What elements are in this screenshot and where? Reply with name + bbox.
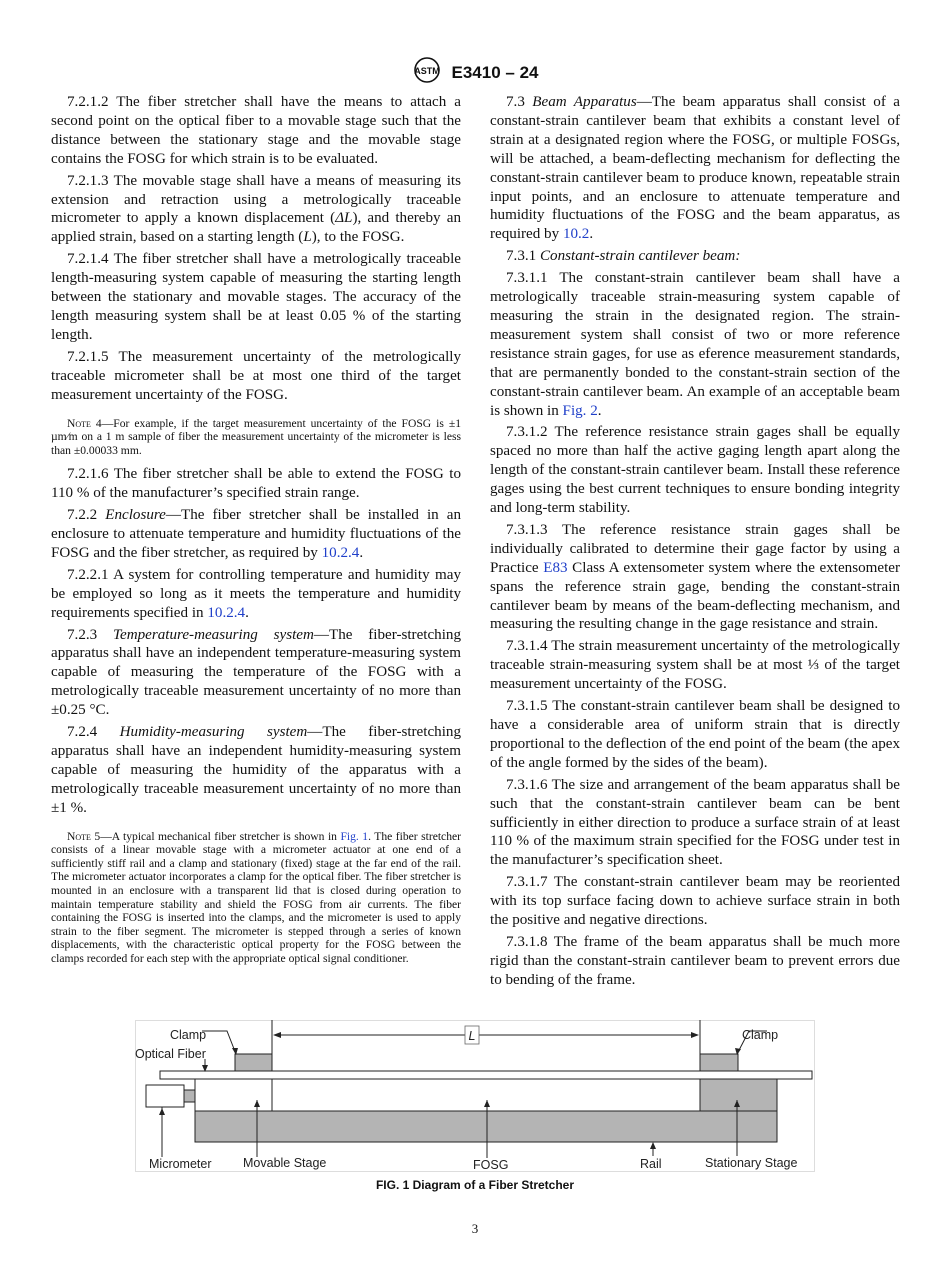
astm-logo-text: ASTM <box>413 66 440 76</box>
para-7-3: 7.3 Beam Apparatus—The beam apparatus shall consist of a constant-strain cantilever beam that exhibits a constant level of strain at a designated region where the FOSG, or multiple FOSGs, will be attached, a beam-deflecting mechanism for deflecting the constant-strain cantilever beam to produce known, repeatable strain input points, and an enclosure to attenuate temperature and humidity fluctuations of the FOSG and the beam apparatus, as required by 10.2. <box>490 94 900 243</box>
page-number: 3 <box>471 1221 479 1236</box>
clamp-right <box>700 1054 738 1071</box>
note-5: Note 5—A typical mechanical fiber stretcher is shown in Fig. 1. The fiber stretcher consists of a linear movable stage with a micrometer actuator at one end of a sufficiently stiff rail and a clamp and stationary (fixed) stage at the far end of the rail. The micrometer actuator incorporates a clamp for the optical fiber. The fiber stretcher is mounted in an enclosure with a transparent lid that is closed during operation to maintain temperature stability and shield the FOSG from air currents. The fiber containing the FOSG is inserted into the clamps, and the micrometer is used to apply strain to the fiber segment. The micrometer is stepped through a series of known displacements, with the characteristic optical property for the FOSG between the clamps recorded for each step with the appropriate optical signal conditioner. <box>51 829 462 965</box>
label-clamp-left: Clamp <box>170 1028 207 1042</box>
para-7-2-1-2: 7.2.1.2 The fiber stretcher shall have the means to attach a second point on the optical fiber to a movable stage such that the distance between the stationary stage and the movable stage contains the FOSG for which strain is to be evaluated. <box>51 94 461 167</box>
note-4: Note 4—For example, if the target measurement uncertainty of the FOSG is ±1 µm⁄m on a 1 m sample of fiber the measurement uncertainty of the micrometer is less than ±0.00033 mm. <box>51 416 461 457</box>
label-optical-fiber: Optical Fiber <box>135 1047 206 1061</box>
para-7-3-1-5: 7.3.1.5 The constant-strain cantilever beam shall be designed to have a considerable area of uniform strain that is directly proportional to the deflection of the end point of the beam (the apex of the angle formed by the sides of the beam). <box>490 698 900 771</box>
para-7-3-1-2: 7.3.1.2 The reference resistance strain gages shall be equally spaced no more than half the active gaging length apart along the length of the constant-strain cantilever beam. Install these reference gages using the best current techniques to ensure bonding integrity and long-term stability. <box>490 424 900 517</box>
link-10-2-4[interactable]: 10.2.4 <box>207 604 246 621</box>
astm-logo-icon <box>412 57 442 88</box>
para-7-3-1-1: 7.3.1.1 The constant-strain cantilever beam shall have a metrologically traceable strain-measuring system capable of measuring the strain in the designated region. The strain-measurement system shall consist of two or more reference resistance strain gages, for use as eference measurement standards, that are permanently bonded to the constant-strain section of the constant-strain cantilever beam. An example of an acceptable beam is shown in Fig. 2. <box>490 270 900 419</box>
para-7-3-1: 7.3.1 Constant-strain cantilever beam: <box>506 248 741 265</box>
label-rail: Rail <box>640 1157 662 1171</box>
page-header <box>0 57 950 88</box>
para-7-3-1-8: 7.3.1.8 The frame of the beam apparatus shall be much more rigid than the constant-strain cantilever beam to prevent errors due to bending of the frame. <box>490 933 900 988</box>
para-7-2-2-1: 7.2.2.1 A system for controlling temperature and humidity may be employed so long as it meets the temperature and humidity requirements specified in 10.2.4. <box>51 566 461 621</box>
note-4-label: Note 4 <box>67 416 102 430</box>
link-10-2[interactable]: 10.2 <box>562 226 590 243</box>
para-7-2-1-4: 7.2.1.4 The fiber stretcher shall have a metrologically traceable length-measuring system capable of measuring the starting length between the stationary and movable stages. The accuracy of the length measuring system shall be at least 0.05 % of the starting length. <box>51 251 461 343</box>
right-column <box>490 93 900 993</box>
micrometer-spindle <box>184 1090 195 1102</box>
para-7-3-1-3: 7.3.1.3 The reference resistance strain gages shall be individually calibrated to determine their gage factor by using a Practice E83 Class A extensometer system where the extensometer spans the reference strain gage, bending the constant-strain cantilever beam by means of the beam-deflecting mechanism, and measuring the resulting change in the gage resistance and strain. <box>490 521 900 633</box>
document-id: E3410 – 24 <box>451 62 539 82</box>
label-movable-stage: Movable Stage <box>243 1156 327 1170</box>
para-7-2-4: 7.2.4 Humidity-measuring system—The fiber-stretching apparatus shall have an independent humidity-measuring system capable of measuring the humidity of the apparatus with a metrologically traceable measurement uncertainty of no more than ±1 %. <box>51 724 461 816</box>
link-10-2-4[interactable]: 10.2.4 <box>321 544 360 561</box>
para-7-2-3: 7.2.3 Temperature-measuring system—The fiber-stretching apparatus shall have an independent temperature-measuring system capable of measuring the temperature of the FOSG with a metrologically traceable measurement uncertainty of no more than ±0.25 °C. <box>51 626 461 719</box>
length-label: L <box>468 1029 476 1043</box>
micrometer-body <box>146 1085 184 1107</box>
para-7-2-1-3: 7.2.1.3 The movable stage shall have a means of measuring its extension and retraction using a metrologically traceable micrometer to apply a known displacement (ΔL), and thereby an applied strain, based on a starting length (L), to the FOSG. <box>51 172 461 246</box>
para-7-2-2: 7.2.2 Enclosure—The fiber stretcher shall be installed in an enclosure to attenuate temperature and humidity fluctuations of the FOSG and the fiber stretcher, as required by 10.2.4. <box>51 507 461 561</box>
left-column <box>51 93 461 974</box>
para-7-3-1-6: 7.3.1.6 The size and arrangement of the beam apparatus shall be such that the constant-strain cantilever beam can be bent sufficiently in either direction to produce a surface strain of at least 110 % of the maximum strain specified for the FOSG under test in the manufacturer’s specification sheet. <box>490 776 900 869</box>
link-e83[interactable]: E83 <box>543 559 568 576</box>
para-7-2-1-6: 7.2.1.6 The fiber stretcher shall be able to extend the FOSG to 110 % of the manufacturer’s specified strain range. <box>51 466 461 502</box>
rail <box>195 1111 777 1142</box>
figure-1-caption: FIG. 1 Diagram of a Fiber Stretcher <box>375 1178 575 1192</box>
para-7-3-1-4: 7.3.1.4 The strain measurement uncertainty of the metrologically traceable strain-measuring system shall be at most ⅓ of the target measurement uncertainty of the FOSG. <box>490 638 900 693</box>
optical-fiber <box>160 1071 812 1079</box>
para-7-2-1-5: 7.2.1.5 The measurement uncertainty of the metrologically traceable micrometer shall be at most one third of the target measurement uncertainty of the FOSG. <box>51 348 461 403</box>
para-7-3-1-7: 7.3.1.7 The constant-strain cantilever beam may be reoriented with its top surface facing down to achieve surface strain in both the positive and negative directions. <box>490 874 900 929</box>
figure-1-diagram <box>135 1020 815 1172</box>
label-micrometer: Micrometer <box>149 1157 212 1171</box>
label-stationary-stage: Stationary Stage <box>705 1156 798 1170</box>
link-fig-2[interactable]: Fig. 2 <box>562 402 598 419</box>
note-5-label: Note 5 <box>67 829 101 843</box>
label-fosg: FOSG <box>473 1158 509 1172</box>
link-fig-1[interactable]: Fig. 1 <box>340 829 369 843</box>
clamp-left <box>235 1054 272 1071</box>
label-clamp-right: Clamp <box>742 1028 779 1042</box>
movable-stage <box>195 1079 272 1111</box>
